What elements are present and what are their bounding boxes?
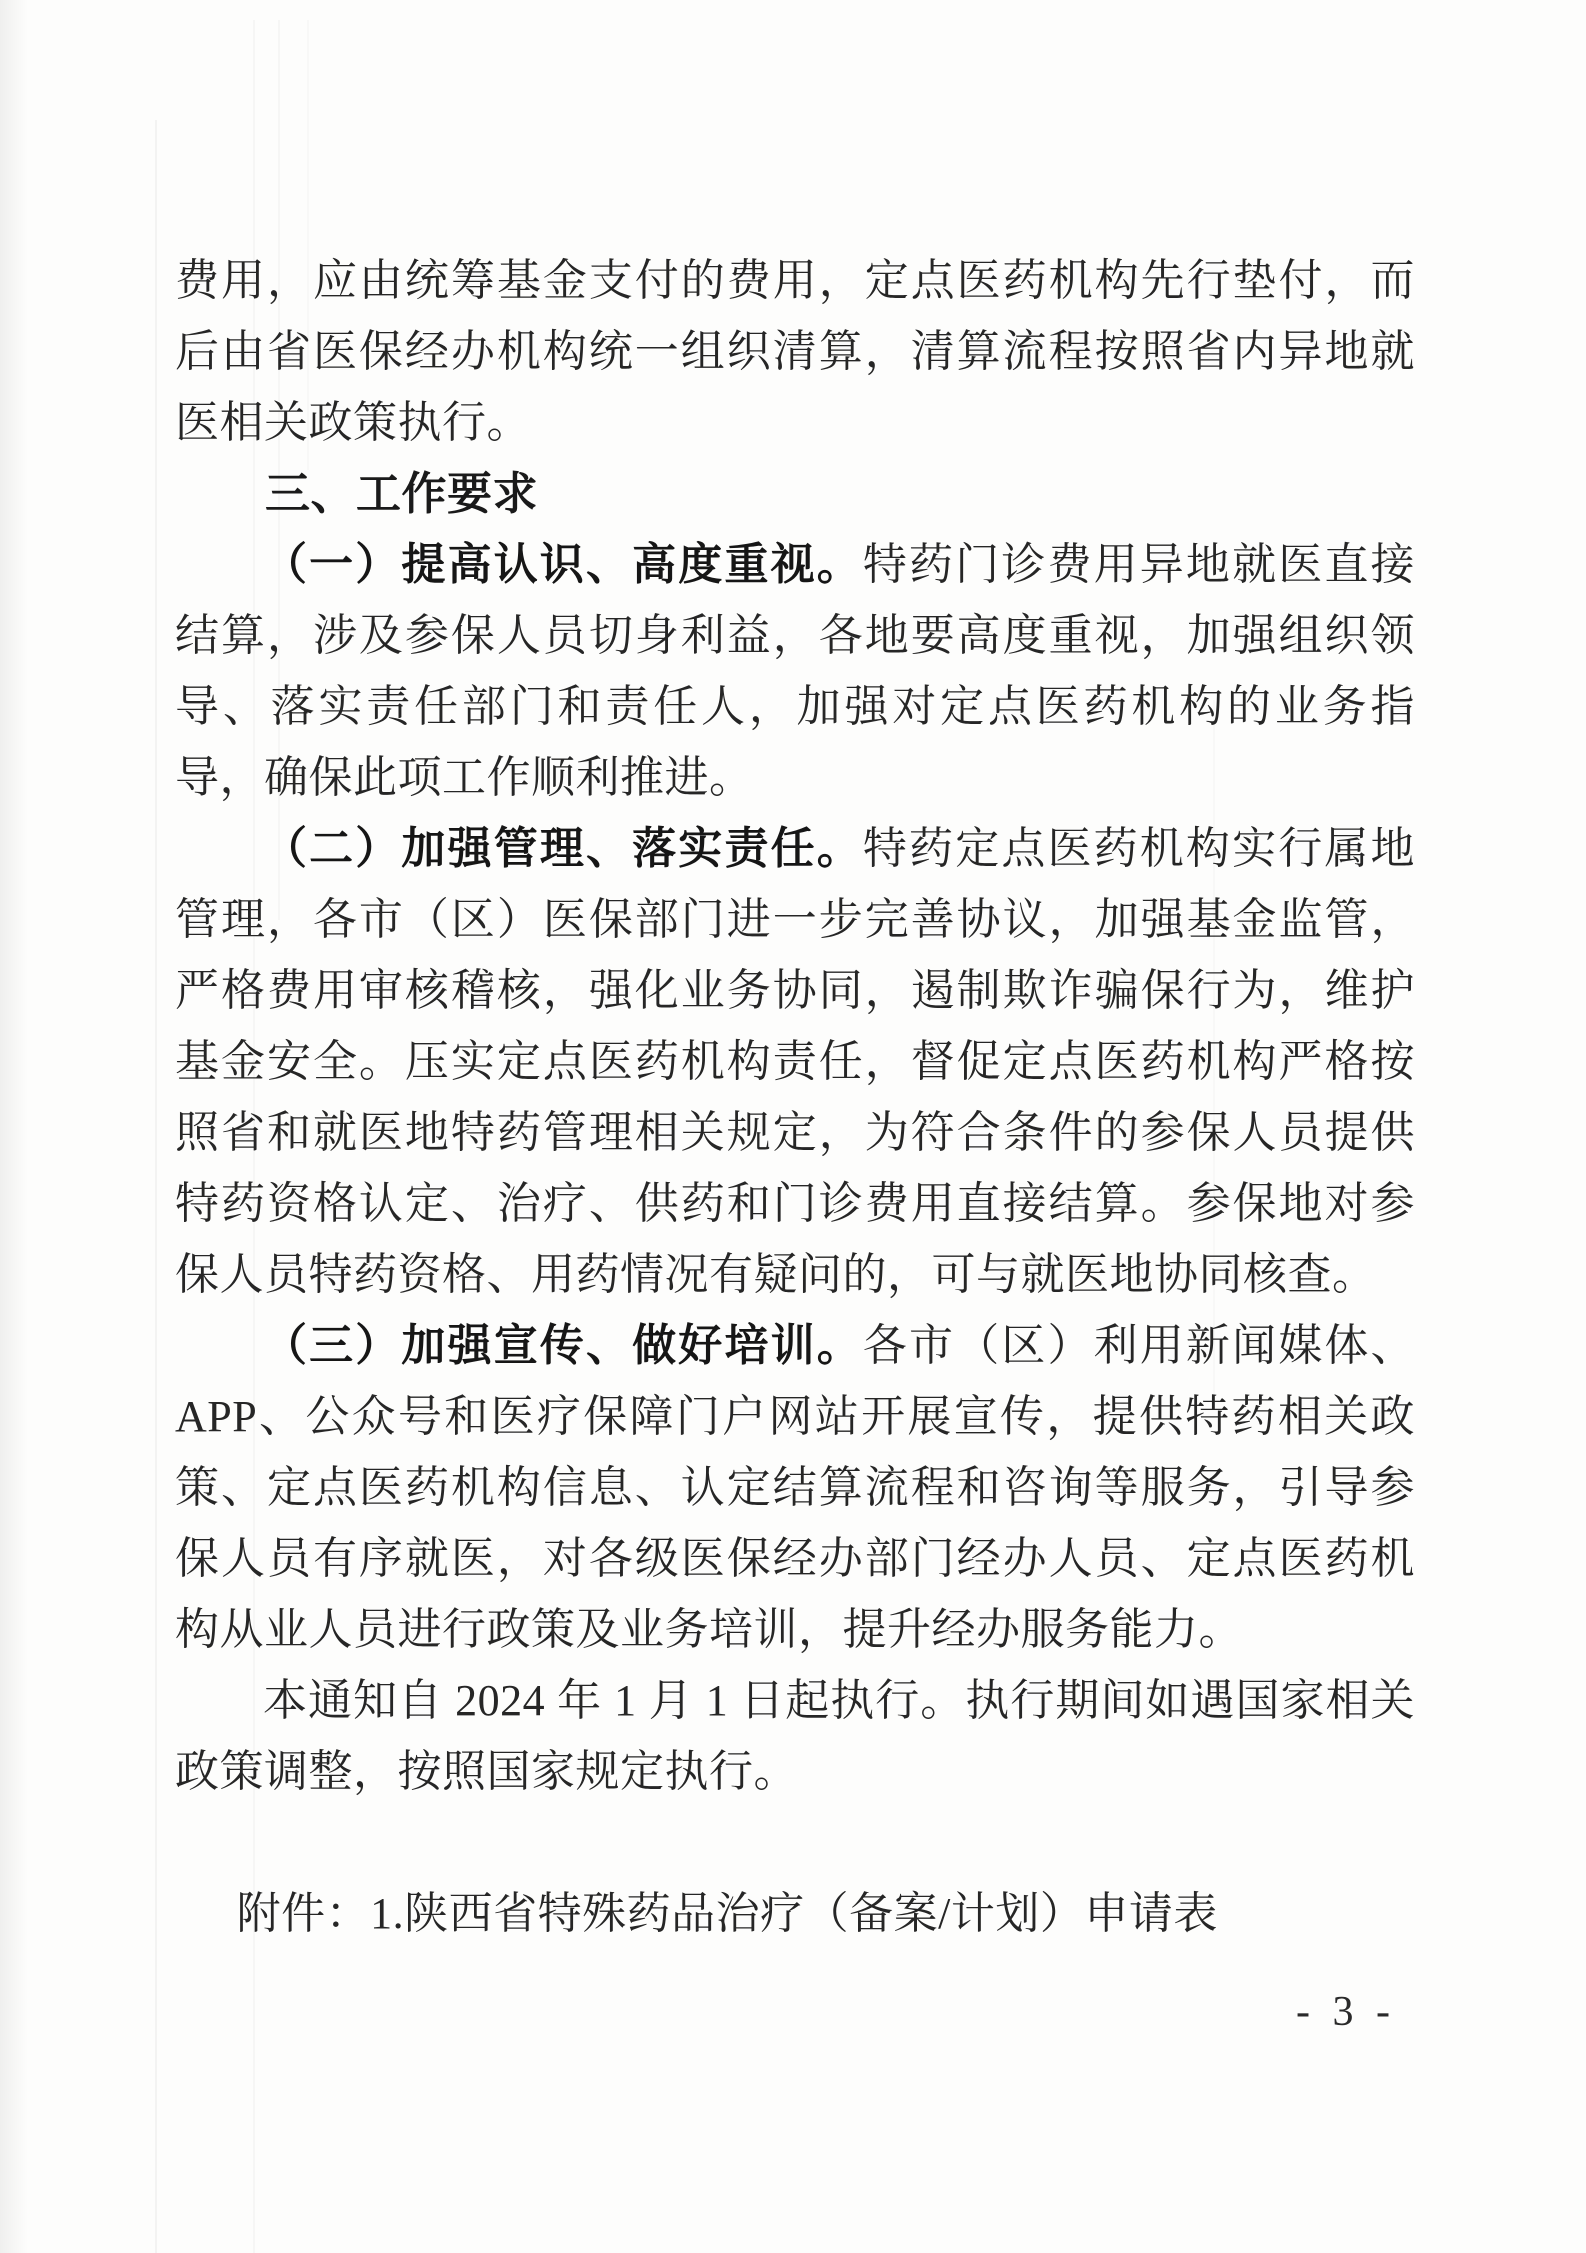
scan-edge-shading: [0, 0, 28, 2253]
paragraph-3: [175, 1310, 1415, 1665]
paragraph-3-lead: （三）加强宣传、做好培训。: [263, 1321, 863, 1370]
document-body: [175, 245, 1415, 1949]
section-heading-work-requirements: 三、工作要求: [265, 468, 539, 519]
attachment-line: 附件：1.陕西省特殊药品治疗（备案/计划）申请表: [236, 1889, 1218, 1938]
closing-paragraph: 本通知自 2024 年 1 月 1 日起执行。执行期间如遇国家相关政策调整，按照国家规定执行。: [175, 1676, 1415, 1796]
paragraph-2-body: 特药定点医药机构实行属地管理，各市（区）医保部门进一步完善协议，加强基金监管，严格费用审核稽核，强化业务协同，遏制欺诈骗保行为，维护基金安全。压实定点医药机构责任，督促定点医药机构严格按照省和就医地特药管理相关规定，为符合条件的参保人员提供特药资格认定、治疗、供药和门诊费用直接结算。参保地对参保人员特药资格、用药情况有疑问的，可与就医地协同核查。: [175, 824, 1416, 1299]
paragraph-3-body: 各市（区）利用新闻媒体、APP、公众号和医疗保障门户网站开展宣传，提供特药相关政策、定点医药机构信息、认定结算流程和咨询等服务，引导参保人员有序就医，对各级医保经办部门经办人员、定点医药机构从业人员进行政策及业务培训，提升经办服务能力。: [175, 1321, 1416, 1654]
paragraph-2-lead: （二）加强管理、落实责任。: [263, 824, 863, 873]
scan-artifact-line: [155, 120, 157, 2253]
paragraph-1-body: 特药门诊费用异地就医直接结算，涉及参保人员切身利益，各地要高度重视，加强组织领导、落实责任部门和责任人，加强对定点医药机构的业务指导，确保此项工作顺利推进。: [175, 540, 1416, 802]
paragraph-1: [175, 529, 1415, 813]
paragraph-2: [175, 813, 1415, 1310]
page-number: - 3 -: [1296, 1989, 1396, 2035]
paragraph-1-lead: （一）提高认识、高度重视。: [263, 540, 863, 589]
continuation-paragraph: 费用，应由统筹基金支付的费用，定点医药机构先行垫付，而后由省医保经办机构统一组织清算，清算流程按照省内异地就医相关政策执行。: [175, 256, 1415, 447]
